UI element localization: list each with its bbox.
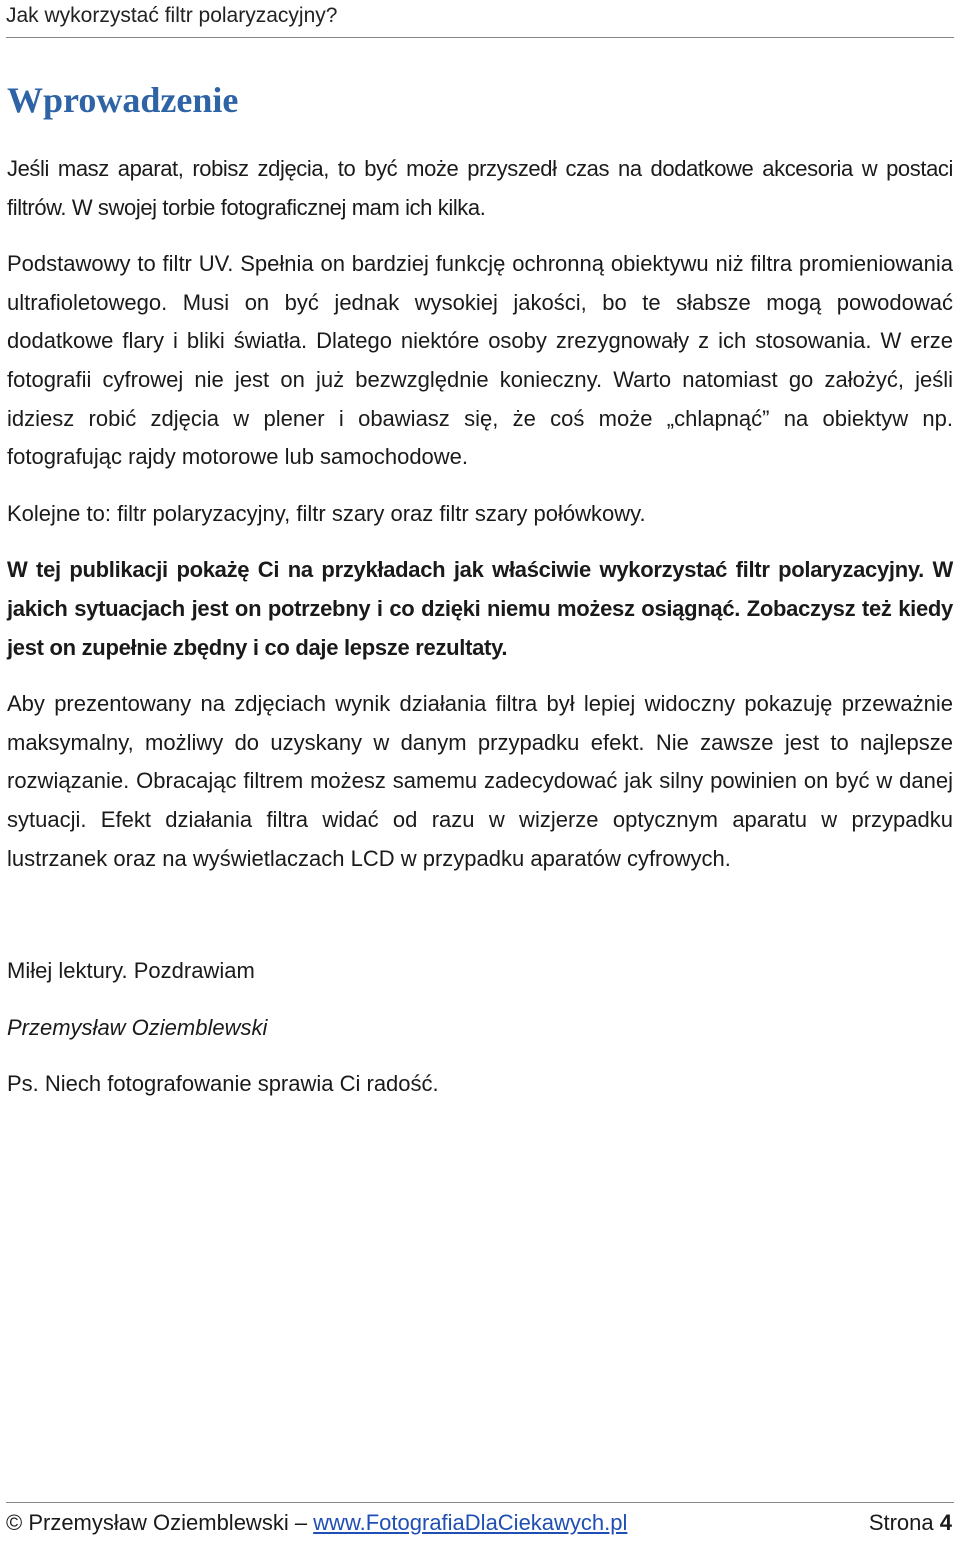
page-number: 4 — [939, 1510, 952, 1535]
postscript: Ps. Niech fotografowanie sprawia Ci radość. — [7, 1071, 439, 1097]
greeting: Miłej lektury. Pozdrawiam — [7, 958, 255, 984]
document-body — [7, 70, 953, 1104]
footer-page — [869, 1508, 952, 1538]
header-divider — [6, 37, 954, 38]
paragraph-effect-note: Aby prezentowany na zdjęciach wynik działania filtra był lepiej widoczny pokazuję przeważnie maksymalny, możliwy do uzyskany w danym przypadku efekt. Nie zawsze jest to najlepsze rozwiązanie. Obracając filtrem możesz samemu zadecydować jak silny powinien on być w danej sytuacji. Efekt działania filtra widać od razu w wizjerze optycznym aparatu w przypadku lustrzanek oraz na wyświetlaczach LCD w przypadku aparatów cyfrowych. — [7, 691, 953, 871]
paragraph-intro: Jeśli masz aparat, robisz zdjęcia, to być może przyszedł czas na dodatkowe akcesoria w postaci filtrów. W swojej torbie fotograficznej mam ich kilka. — [7, 156, 953, 220]
paragraph-uv-filter-part2: Dlatego niektóre osoby zrezygnowały z ich stosowania. W erze fotografii cyfrowej nie jest on już bezwzględnie konieczny. Warto natomiast go założyć, jeśli idziesz robić zdjęcia w plener i obawiasz się, że coś może „chlapnąć” na obiektyw np. fotografując rajdy motorowe lub samochodowe. — [7, 328, 954, 470]
page-header-title: Jak wykorzystać filtr polaryzacyjny? — [6, 4, 338, 27]
author-signature: Przemysław Oziemblewski — [7, 1014, 268, 1040]
footer-divider — [6, 1502, 954, 1503]
footer-page-label: Strona — [868, 1510, 940, 1535]
footer-website-link[interactable]: www.FotografiaDlaCiekawych.pl — [313, 1510, 628, 1535]
page-footer — [6, 1508, 952, 1538]
paragraph-uv-filter — [7, 245, 953, 477]
footer-credit — [6, 1508, 627, 1538]
paragraph-other-filters: Kolejne to: filtr polaryzacyjny, filtr szary oraz filtr szary połówkowy. — [7, 500, 646, 526]
paragraph-uv-filter-part1: Podstawowy to filtr UV. Spełnia on bardziej funkcję ochronną obiektywu niż filtra promieniowania ultrafioletowego. Musi on być jednak wysokiej jakości, bo te słabsze mogą powodować dodatkowe flary i bliki światła. — [7, 251, 953, 354]
footer-copyright: © Przemysław Oziemblewski – — [6, 1510, 314, 1535]
paragraph-publication-summary: W tej publikacji pokażę Ci na przykładach jak właściwie wykorzystać filtr polaryzacyjny. W jakich sytuacjach jest on potrzebny i co dzięki niemu możesz osiągnąć. Zobaczysz też kiedy jest on zupełnie zbędny i co daje lepsze rezultaty. — [7, 557, 953, 660]
section-title: Wprowadzenie — [7, 80, 239, 120]
